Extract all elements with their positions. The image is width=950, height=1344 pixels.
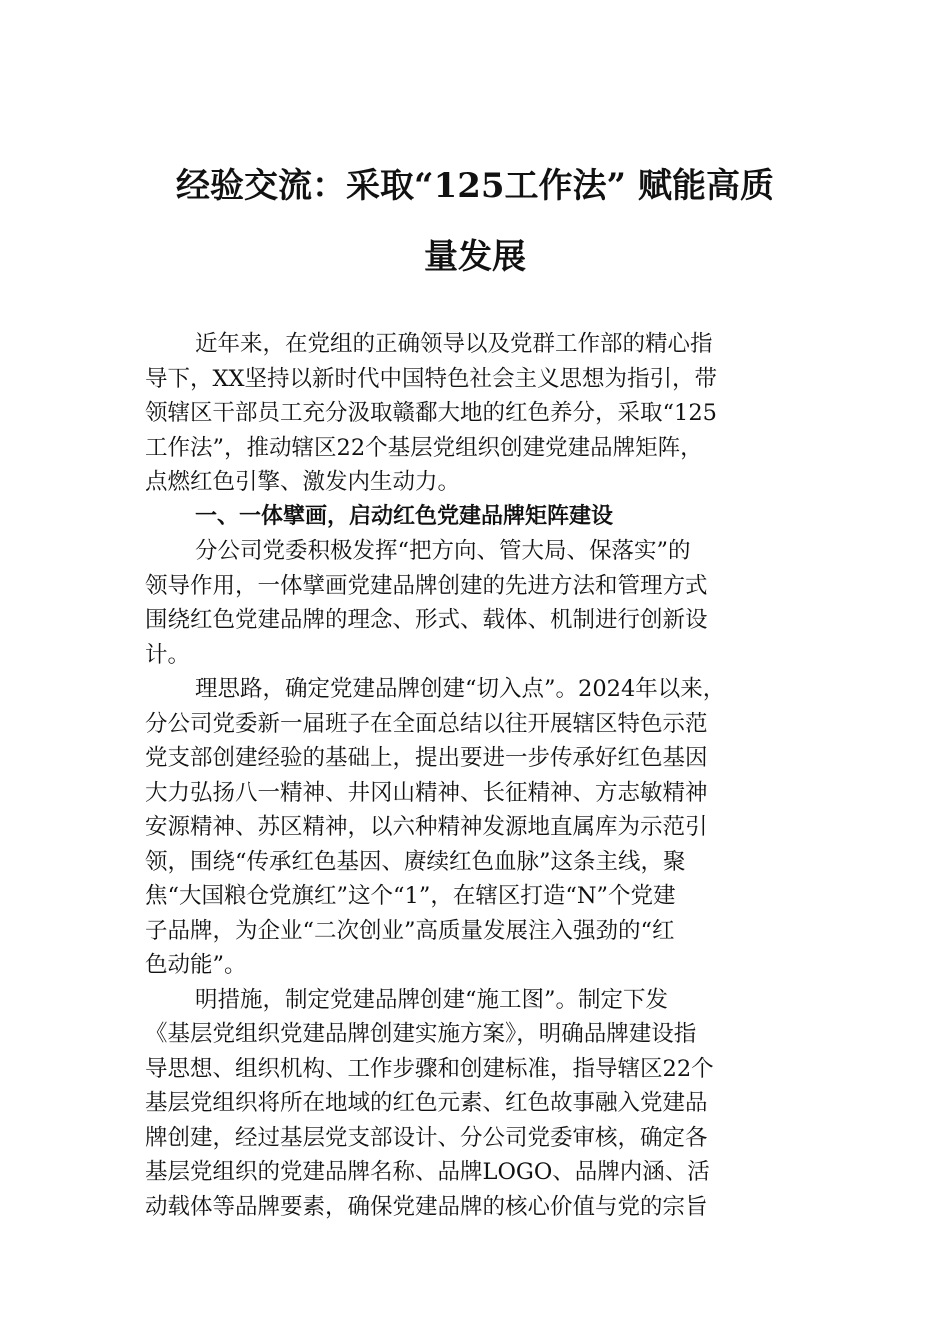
paragraph-line: 大力弘扬八一精神、井冈山精神、长征精神、方志敏精神 [145, 779, 708, 806]
paragraph-line: 分公司党委新一届班子在全面总结以往开展辖区特色示范 [145, 710, 708, 737]
paragraph-line: 明措施，制定党建品牌创建“施工图”。制定下发 [195, 986, 669, 1013]
intro-line: 近年来，在党组的正确领导以及党群工作部的精心指 [195, 331, 713, 357]
intro-line: 导下，XX坚持以新时代中国特色社会主义思想为指引，带 [145, 365, 718, 392]
paragraph-line: 计。 [145, 641, 191, 668]
paragraph-line: 理思路，确定党建品牌创建“切入点”。2024年以来， [195, 676, 726, 702]
section-heading: 一、一体擘画，启动红色党建品牌矩阵建设 [195, 503, 614, 529]
paragraph-line: 《基层党组织党建品牌创建实施方案》，明确品牌建设指 [145, 1021, 697, 1047]
intro-line: 领辖区干部员工充分汲取赣鄱大地的红色养分，采取“125 [145, 400, 717, 426]
document-title-line-2: 量发展 [424, 237, 526, 277]
paragraph-line: 围绕红色党建品牌的理念、形式、载体、机制进行创新设 [145, 607, 708, 633]
paragraph-line: 子品牌，为企业“二次创业”高质量发展注入强劲的“红 [145, 917, 675, 944]
paragraph-line: 基层党组织的党建品牌名称、品牌LOGO、品牌内涵、活 [145, 1159, 710, 1185]
paragraph-line: 动载体等品牌要素，确保党建品牌的核心价值与党的宗旨 [145, 1193, 708, 1220]
intro-line: 点燃红色引擎、激发内生动力。 [145, 469, 461, 495]
intro-line: 工作法”，推动辖区22个基层党组织创建党建品牌矩阵， [145, 434, 703, 461]
document-body [145, 327, 817, 1224]
paragraph-line: 焦“大国粮仓党旗红”这个“1”，在辖区打造“N”个党建 [145, 883, 676, 909]
paragraph-line: 安源精神、苏区精神，以六种精神发源地直属库为示范引 [145, 814, 708, 840]
paragraph-line: 党支部创建经验的基础上，提出要进一步传承好红色基因 [145, 745, 708, 771]
paragraph-line: 分公司党委积极发挥“把方向、管大局、保落实”的 [195, 538, 691, 564]
paragraph-line: 领，围绕“传承红色基因、赓续红色血脉”这条主线，聚 [145, 848, 686, 875]
paragraph-line: 色动能”。 [145, 952, 247, 978]
document-title-line-1: 经验交流：采取“125工作法” 赋能高质 [176, 166, 774, 206]
paragraph-line: 导思想、组织机构、工作步骤和创建标准，指导辖区22个 [145, 1055, 714, 1082]
paragraph-line: 领导作用，一体擘画党建品牌创建的先进方法和管理方式 [145, 572, 708, 599]
paragraph-line: 牌创建，经过基层党支部设计、分公司党委审核，确定各 [145, 1124, 708, 1151]
paragraph-line: 基层党组织将所在地域的红色元素、红色故事融入党建品 [145, 1090, 708, 1116]
